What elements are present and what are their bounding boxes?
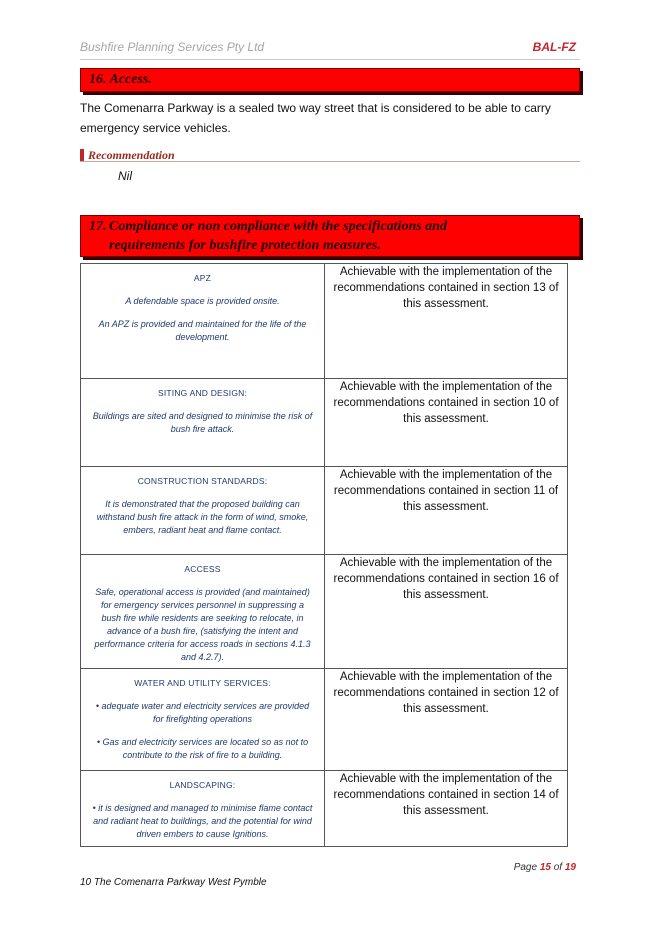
compliance-result: Achievable with the implementation of the recommendations contained in section 16 of this assessment. <box>333 557 559 601</box>
document-code: BAL-FZ <box>532 40 576 54</box>
requirement-text: Safe, operational access is provided (and maintained) for emergency services personnel in suppressing a bush fire while residents are seeking to relocate, in advance of a bush fire, (satisfying the intent and performance criteria for access roads in sections 4.1.3 and 4.2.7). <box>94 587 311 662</box>
table-row <box>81 771 568 847</box>
requirement-title: CONSTRUCTION STANDARDS: <box>137 476 268 486</box>
requirement-cell <box>81 771 325 847</box>
access-paragraph: The Comenarra Parkway is a sealed two way street that is considered to be able to carry emergency service vehicles. <box>80 101 551 135</box>
section-17-heading-line2: requirements for bushfire protection measures. <box>109 238 381 253</box>
page-prefix: Page <box>513 862 538 873</box>
header-divider <box>80 59 580 60</box>
requirement-cell <box>81 555 325 669</box>
requirement-text: • it is designed and managed to minimise flame contact and radiant heat to buildings, and the potential for wind driven embers to cause Ignitions. <box>92 803 313 839</box>
requirement-cell <box>81 379 325 467</box>
table-row <box>81 379 568 467</box>
requirement-text: Buildings are sited and designed to minimise the risk of bush fire attack. <box>92 411 313 434</box>
compliance-result: Achievable with the implementation of the recommendations contained in section 12 of this assessment. <box>333 671 559 715</box>
requirement-text: • Gas and electricity services are located so as not to contribute to the risk of fire to a building. <box>96 737 309 760</box>
compliance-result: Achievable with the implementation of the recommendations contained in section 10 of this assessment. <box>333 381 559 425</box>
table-row <box>81 467 568 555</box>
section-17-heading-line1: Compliance or non compliance with the specifications and <box>109 219 447 234</box>
requirement-title: WATER AND UTILITY SERVICES: <box>134 678 271 688</box>
compliance-cell <box>325 555 568 669</box>
section-17-number: 17. <box>89 219 107 234</box>
compliance-result: Achievable with the implementation of the recommendations contained in section 11 of this assessment. <box>333 469 559 513</box>
table-row <box>81 669 568 771</box>
requirement-title: SITING AND DESIGN: <box>157 388 248 398</box>
compliance-cell <box>325 771 568 847</box>
requirement-title: ACCESS <box>184 564 221 574</box>
page-current: 15 <box>539 862 551 873</box>
table-row <box>81 264 568 379</box>
compliance-cell <box>325 669 568 771</box>
compliance-table <box>80 263 568 847</box>
compliance-cell <box>325 379 568 467</box>
requirement-cell <box>81 669 325 771</box>
compliance-result: Achievable with the implementation of the recommendations contained in section 13 of this assessment. <box>333 266 559 310</box>
footer-address: 10 The Comenarra Parkway West Pymble <box>80 877 267 888</box>
compliance-result: Achievable with the implementation of the recommendations contained in section 14 of this assessment. <box>333 773 559 817</box>
table-row <box>81 555 568 669</box>
requirement-cell <box>81 467 325 555</box>
compliance-cell <box>325 264 568 379</box>
requirement-text: A defendable space is provided onsite. <box>125 296 280 306</box>
requirement-title: APZ <box>193 273 212 283</box>
requirement-text: An APZ is provided and maintained for the life of the development. <box>98 319 307 342</box>
requirement-title: LANDSCAPING: <box>169 780 236 790</box>
section-16-heading: 16. Access. <box>80 68 580 92</box>
section-17-heading <box>80 215 580 257</box>
compliance-cell <box>325 467 568 555</box>
page-total: 19 <box>564 862 576 873</box>
recommendation-value: Nil <box>118 169 132 183</box>
page-number <box>514 862 576 873</box>
recommendation-divider <box>80 161 580 162</box>
requirement-cell <box>81 264 325 379</box>
recommendation-label: Recommendation <box>88 148 175 162</box>
requirement-text: • adequate water and electricity services are provided for firefighting operations <box>95 701 310 724</box>
requirement-text: It is demonstrated that the proposed building can withstand bush fire attack in the form of wind, smoke, embers, radiant heat and flame contact. <box>96 499 309 535</box>
page-of: of <box>553 862 563 873</box>
company-name: Bushfire Planning Services Pty Ltd <box>80 40 265 54</box>
